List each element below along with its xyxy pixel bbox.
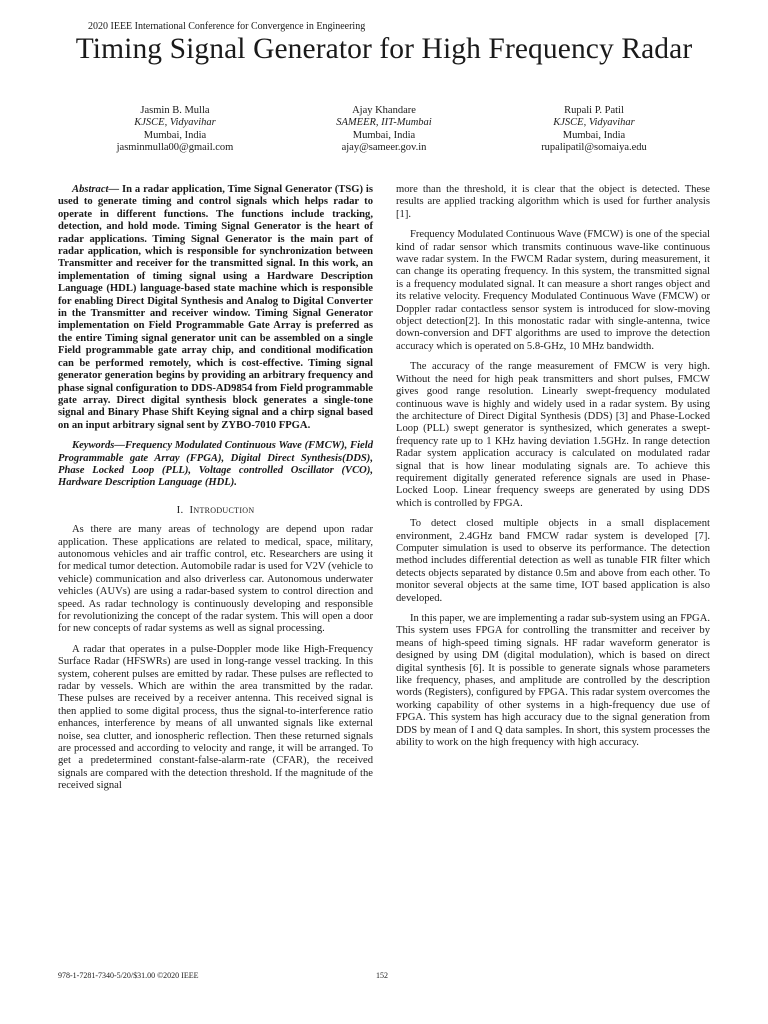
left-column <box>58 184 373 801</box>
author-location: Mumbai, India <box>352 129 416 141</box>
abstract-text: In a radar application, Time Signal Generator (TSG) is used to generate timing and control signals which helps radar to operate in different functions. The functions include tracking, detection, and hold mode. Timing Signal Generator is the heart of radar applications. Timing Signal Generator is the main part of radar application, which is responsible for synchronization between Transmitter and receiver for the transmitted signal. In this work, an implementation of timing signal using a Hardware Description Language (HDL) language-based state machine which is responsible for enabling Direct Digital Synthesis and Analog to Digital Converter in the Transmitter and receiver window. Timing Signal Generator implementation on Field Programmable Gate Array is preferred as the entire Timing signal generator unit can be assembled on a single Field programmable gate array chip, and conditional modification can be performed remotely, which is cost-effective. Timing signal generator generation begins by providing an arbitrary frequency and phase signal configuration to DDS-AD9854 from Field programmable gate array. Direct digital synthesis block generates a single-tone signal and Binary Phase Shift Keying signal and a chirp signal based on an input arbitrary signal sent by ZYBO-7010 FPGA. <box>58 184 373 431</box>
author-block <box>40 105 728 160</box>
paper-title: Timing Signal Generator for High Frequency Radar <box>75 33 693 65</box>
paragraph: To detect closed multiple objects in a small displacement environment, 2.4GHz band FMCW radar system is developed [7]. Computer simulation is used to observe its performance. The detection method includes differential detection as well as tunable FIR filter which detects objects separated by distance 0.5m and above from each other. To monitor several objects at the same time, IOT based application is also developed. <box>396 518 710 604</box>
paragraph: In this paper, we are implementing a radar sub-system using an FPGA. This system uses FPGA for controlling the transmitter and receiver by means of high-speed timing signals. HF radar waveform generator is designed by using DM (digital modulation), which is based on direct digital synthesis [6]. It is possible to generate signals whose parameters like frequency, phases, and amplitude are controlled by the description words (Registers), configured by FPGA. This radar system overcomes the working capability of other systems in a high-frequency due use of FPGA. This system has high accuracy due to the signal generation from DDS by mean of I and Q data samples. In short, this system processes the ability to work on the high frequency with high accuracy. <box>396 613 710 749</box>
paragraph: As there are many areas of technology are depend upon radar application. These applications are related to medical, space, military, autonomous vehicles and air traffic control, etc. Researchers are using it for medical tumor detection. Automobile radar is used for V2V (vehicle to vehicle) communication and also driverless car. Autonomous underwater vehicles (AUVs) are using a radar-based system to control direction and speed. As radar technology is continuously developing and responsible for revolutionizing the concept of the radar system. This will open a door for new concepts of radar systems as well as signal processing. <box>58 524 373 635</box>
paragraph: The accuracy of the range measurement of FMCW is very high. Without the need for high peak transmitters and short pulses, FMCW gives good range resolution. Linearly swept-frequency modulated continuous wave is highly and widely used in a radar system. By using the architecture of Direct Digital Synthesis (DDS) [3] and Phase-Locked Loop (PLL) swept generator is synthesized, which generates a swept-frequency rate up to 1 KHz having deviation 1.5GHz. In range detection Radar system application accuracy is calculated on modulated radar signal that is how linear modulating signals are. To achieve this requirement digitally generated reference signals are used in Phase-Locked Loop. Linear frequency sweeps are generated by using DDS which is controlled by FPGA. <box>396 361 710 509</box>
abstract-label: Abstract— <box>72 184 120 195</box>
right-column <box>396 184 710 757</box>
paragraph: more than the threshold, it is clear that the object is detected. These results are applied tracking algorithm which is used for further analysis [1]. <box>396 184 710 220</box>
abstract <box>58 184 373 432</box>
keywords: Keywords—Frequency Modulated Continuous Wave (FMCW), Field Programmable gate Array (FPGA), Digital Direct Synthesis(DDS), Phase Locked Loop (PLL), Voltage controlled Oscillator (VCO), Hardware Description Language (HDL). <box>58 440 373 489</box>
author-location: Mumbai, India <box>562 129 626 141</box>
author-email: jasminmulla00@gmail.com <box>116 142 234 154</box>
paragraph: Frequency Modulated Continuous Wave (FMCW) is one of the special kind of radar sensor which transmits continuous wave-like continuous wave radar system. In the FWCM Radar system, during measurement, it can change its operating frequency. In this system, the transmitted signal is a frequency modulated signal. It can measure a short ranges object and its relative velocity. Frequency Modulated Continuous Wave (FMCW) or Doppler radar contactless sensor system is introduced for slow-moving object detection[2]. In this monostatic radar with single-antenna, twice down-conversion and DFT algorithms are used to improve the detection accuracy which is operated on 5.8-GHz, 10 MHz bandwidth. <box>396 229 710 352</box>
author-1 <box>65 105 285 155</box>
conference-name: 2020 IEEE International Conference for Convergence in Engineering <box>88 21 366 32</box>
section-heading-introduction <box>58 504 373 516</box>
author-email: ajay@sameer.gov.in <box>341 142 427 154</box>
author-3 <box>484 105 704 155</box>
footer-copyright: 978-1-7281-7340-5/20/$31.00 ©2020 IEEE <box>58 971 199 980</box>
author-location: Mumbai, India <box>143 129 207 141</box>
author-name: Ajay Khandare <box>352 105 416 116</box>
author-affiliation: SAMEER, IIT-Mumbai <box>336 117 432 129</box>
author-affiliation: KJSCE, Vidyavihar <box>553 117 635 129</box>
section-number: I. <box>176 503 184 516</box>
author-name: Rupali P. Patil <box>564 105 624 116</box>
author-2 <box>274 105 494 155</box>
section-title: Introduction <box>189 503 255 516</box>
page-number: 152 <box>376 971 388 980</box>
author-email: rupalipatil@somaiya.edu <box>541 142 647 154</box>
author-affiliation: KJSCE, Vidyavihar <box>134 117 216 129</box>
author-name: Jasmin B. Mulla <box>140 105 210 116</box>
paragraph: A radar that operates in a pulse-Doppler mode like High-Frequency Surface Radar (HFSWRs) are used in long-range vessel tracking. In this system, coherent pulses are emitted by radar. These pulses are reflected to radar by vessels. Which are within the area transmitted by the radar. These pulses are received by a receiver antenna. This received signal is then applied to some digital process, thus the signal-to-interference ratio enhances, interference by means of all unwanted signals like external noise, sea clutter, and ionospheric reflection. Then these returned signals are processed and according to velocity and range, it will be arranged. To get a predetermined constant-false-alarm-rate (CFAR), the received signals are compared with the detection threshold. If the magnitude of the received signal <box>58 643 373 792</box>
